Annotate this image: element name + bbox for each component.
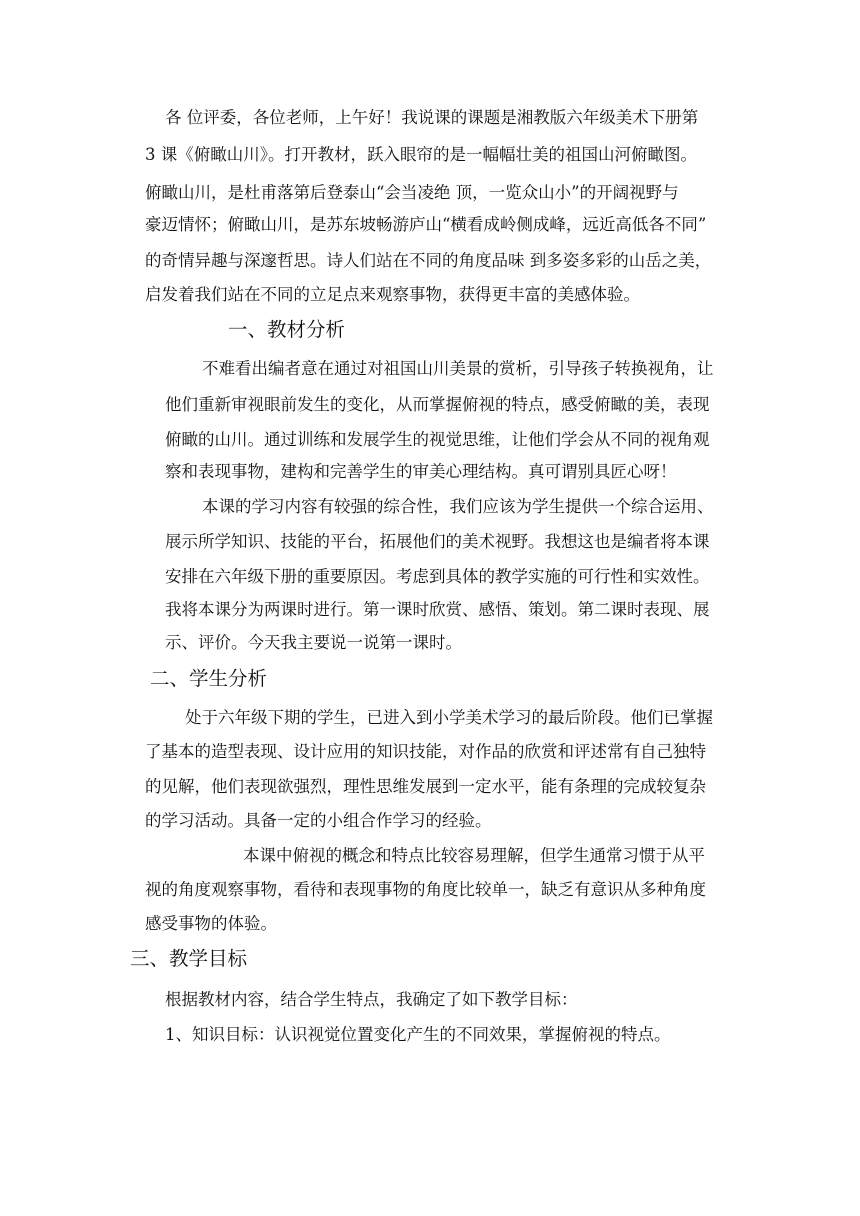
s1-p2-line-5: 示、评价。今天我主要说一说第一课时。 <box>165 633 462 652</box>
intro-line-3: 俯瞰山川，是杜甫落第后登泰山“会当凌绝 顶，一览众山小”的开阔视野与 <box>145 183 679 202</box>
intro-line-6: 启发着我们站在不同的立足点来观察事物，获得更丰富的美感体验。 <box>145 285 640 304</box>
s2-p2-line-1: 本课中俯视的概念和特点比较容易理解，但学生通常习惯于从平 <box>243 846 705 865</box>
s3-intro-line: 根据教材内容，结合学生特点，我确定了如下教学目标： <box>165 990 578 1009</box>
intro-line-4: 豪迈情怀；俯瞰山川，是苏东坡畅游庐山“横看成岭侧成峰，远近高低各不同” <box>145 215 707 234</box>
s1-p1-line-1: 不难看出编者意在通过对祖国山川美景的赏析，引导孩子转换视角，让 <box>202 359 714 378</box>
s2-p1-line-3: 的见解，他们表现欲强烈，理性思维发展到一定水平，能有条理的完成较复杂 <box>145 777 706 796</box>
section-heading-student-analysis: 二、学生分析 <box>150 667 268 690</box>
intro-line-1: 各 位评委，各位老师，上午好！我说课的课题是湘教版六年级美术下册第 <box>165 108 699 127</box>
s1-p2-line-4: 我将本课分为两课时进行。第一课时欣赏、感悟、策划。第二课时表现、展 <box>165 600 710 619</box>
s2-p1-line-4: 的学习活动。具备一定的小组合作学习的经验。 <box>145 811 492 830</box>
section-heading-teaching-goals: 三、教学目标 <box>130 947 248 970</box>
section-heading-textbook-analysis: 一、教材分析 <box>228 318 346 341</box>
s1-p1-line-2: 他们重新审视眼前发生的变化，从而掌握俯视的特点，感受俯瞰的美，表现 <box>165 395 710 414</box>
s2-p1-line-2: 了基本的造型表现、设计应用的知识技能，对作品的欣赏和评述常有自己独特 <box>145 742 706 761</box>
intro-line-5: 的奇情异趣与深邃哲思。诗人们站在不同的角度品味 到多姿多彩的山岳之美， <box>145 251 712 270</box>
s3-goal-1: 1、知识目标：认识视觉位置变化产生的不同效果，掌握俯视的特点。 <box>165 1025 671 1044</box>
s1-p1-line-3: 俯瞰的山川。通过训练和发展学生的视觉思维，让他们学会从不同的视角观 <box>165 430 710 449</box>
s1-p2-line-2: 展示所学知识、技能的平台，拓展他们的美术视野。我想这也是编者将本课 <box>165 532 710 551</box>
s2-p1-line-1: 处于六年级下期的学生，已进入到小学美术学习的最后阶段。他们已掌握 <box>185 708 713 727</box>
s2-p2-line-3: 感受事物的体验。 <box>145 914 277 933</box>
s1-p2-line-1: 本课的学习内容有较强的综合性，我们应该为学生提供一个综合运用、 <box>202 497 714 516</box>
s1-p1-line-4: 察和表现事物，建构和完善学生的审美心理结构。真可谓别具匠心呀！ <box>165 462 677 481</box>
s2-p2-line-2: 视的角度观察事物，看待和表现事物的角度比较单一，缺乏有意识从多种角度 <box>145 880 706 899</box>
s1-p2-line-3: 安排在六年级下册的重要原因。考虑到具体的教学实施的可行性和实效性。 <box>165 567 710 586</box>
intro-line-2: 3 课《俯瞰山川》。打开教材，跃入眼帘的是一幅幅壮美的祖国山河俯瞰图。 <box>145 145 697 164</box>
